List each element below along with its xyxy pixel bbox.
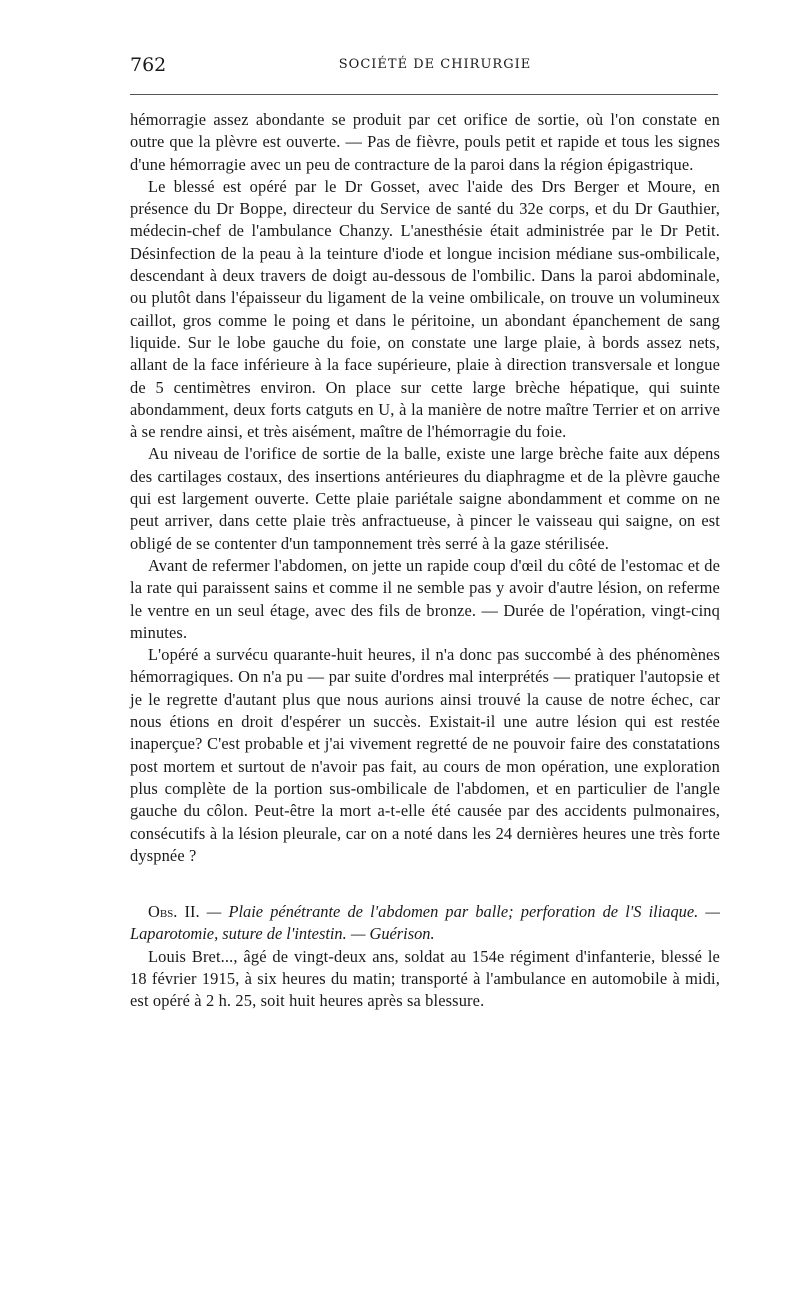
- running-header: [130, 52, 720, 86]
- running-title: SOCIÉTÉ DE CHIRURGIE: [338, 57, 532, 72]
- observation-title: — Plaie pénétrante de l'abdomen par balle; perforation de l'S iliaque. — Laparotomie, suture de l'intestin. — Guérison.: [130, 902, 720, 944]
- observation-heading: [130, 901, 720, 946]
- paragraph-5: L'opéré a survécu quarante-huit heures, il n'a donc pas succombé à des phénomènes hémorragiques. On n'a pu — par suite d'ordres mal interprétés — pratiquer l'autopsie et je le regrette d'autant plus que nous aurions ainsi trouvé la cause de notre échec, car nous étions en droit d'espérer un succès. Existait-il une autre lésion qui est restée inaperçue? C'est probable et j'ai vivement regretté de ne pouvoir faire des constatations post mortem et surtout de n'avoir pas fait, au cours de mon opération, une exploration plus complète de la portion sus-ombilicale de l'abdomen, et en particulier de l'angle gauche du côlon. Peut-être la mort a-t-elle été causée par des accidents pulmonaires, consécutifs à la lésion pleurale, car on a noté dans les 24 dernières heures une très forte dyspnée ?: [130, 645, 720, 865]
- observation-label: Obs. II.: [148, 902, 200, 922]
- observation-body: [130, 946, 720, 1013]
- page-number: 762: [130, 54, 167, 76]
- observation-paragraph: Louis Bret..., âgé de vingt-deux ans, soldat au 154e régiment d'infanterie, blessé le 18 février 1915, à six heures du matin; transporté à l'ambulance en automobile à midi, est opéré à 2 h. 25, soit huit heures après sa blessure.: [130, 946, 720, 1011]
- paragraph-4: Avant de refermer l'abdomen, on jette un rapide coup d'œil du côté de l'estomac et de la rate qui paraissent sains et comme il ne semble pas y avoir d'autre lésion, on referme le ventre en un seul étage, avec des fils de bronze. — Durée de l'opération, vingt-cinq minutes.: [130, 555, 720, 642]
- observation-block: [130, 901, 720, 1012]
- paragraph-1: hémorragie assez abondante se produit par cet orifice de sortie, où l'on constate en outre que la plèvre est ouverte. — Pas de fièvre, pouls petit et rapide et tous les signes d'une hémorragie avec un peu de contracture de la paroi dans la région épigastrique.: [130, 110, 720, 174]
- header-rule: [130, 94, 718, 95]
- body-text: [130, 109, 720, 867]
- paragraph-2: Le blessé est opéré par le Dr Gosset, avec l'aide des Drs Berger et Moure, en présence du Dr Boppe, directeur du Service de santé du 32e corps, et du Dr Gauthier, médecin-chef de l'ambulance Chanzy. L'anesthésie était administrée par le Dr Petit. Désinfection de la peau à la teinture d'iode et longue incision médiane sus-ombilicale, descendant à deux travers de doigt au-dessous de l'ombilic. Dans la paroi abdominale, ou plutôt dans l'épaisseur du ligament de la veine ombilicale, on trouve un volumineux caillot, gros comme le poing et dans le péritoine, un abondant épanchement de sang liquide. Sur le lobe gauche du foie, on constate une large plaie, à bords assez nets, allant de la face inférieure à la face supérieure, plaie à direction transversale et longue de 5 centimètres environ. On place sur cette large brèche hépatique, qui suinte abondamment, deux forts catguts en U, à la manière de notre maître Terrier et on arrive à se rendre ainsi, et très aisément, maître de l'hémorragie du foie.: [130, 176, 720, 442]
- document-page: [130, 52, 720, 1013]
- paragraph-3: Au niveau de l'orifice de sortie de la balle, existe une large brèche faite aux dépens des cartilages costaux, des insertions antérieures du diaphragme et de la plèvre gauche qui est largement ouverte. Cette plaie pariétale saigne abondamment et comme on ne peut arriver, dans cette plaie très anfractueuse, à pincer le vaisseau qui saigne, on est obligé de se contenter d'un tamponnement très serré à la gaze stérilisée.: [130, 444, 720, 553]
